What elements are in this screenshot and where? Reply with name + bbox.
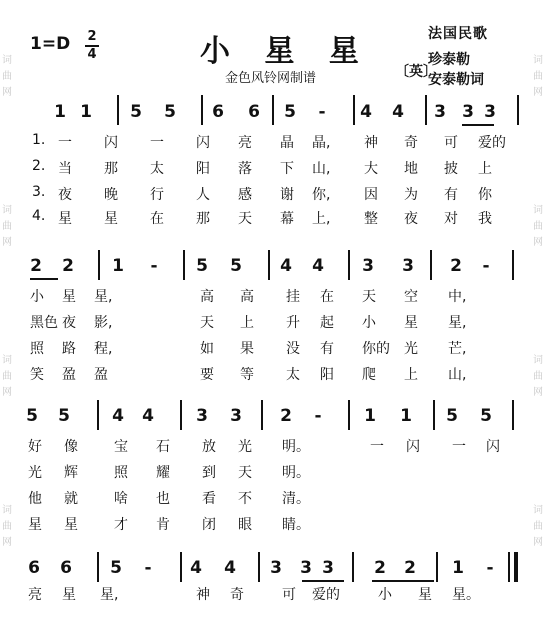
note: 4 bbox=[112, 406, 124, 426]
barline bbox=[517, 95, 519, 125]
lyric-syllable: 爱的 bbox=[312, 587, 340, 603]
lyricist-nationality: 〔英〕 bbox=[395, 64, 437, 80]
note: 1 bbox=[112, 256, 124, 276]
lyric-syllable: 石 bbox=[156, 439, 170, 455]
lyric-syllable: 晚 bbox=[104, 187, 118, 203]
note: 4 bbox=[360, 102, 372, 122]
watermark-char: 词 bbox=[2, 355, 12, 366]
watermark-char: 词 bbox=[533, 55, 543, 66]
lyric-syllable: 升 bbox=[286, 315, 300, 331]
key-signature: 1=D bbox=[30, 34, 71, 54]
lyric-syllable: 笑 bbox=[30, 367, 44, 383]
note: 5 bbox=[446, 406, 458, 426]
note: 5 bbox=[110, 558, 122, 578]
barline bbox=[512, 250, 514, 280]
beam-underline bbox=[30, 278, 58, 280]
barline bbox=[258, 552, 260, 582]
lyric-syllable: 天 bbox=[200, 315, 214, 331]
note: 4 bbox=[392, 102, 404, 122]
watermark-char: 网 bbox=[533, 237, 543, 248]
lyric-syllable: 一 bbox=[370, 439, 384, 455]
watermark-char: 网 bbox=[2, 237, 12, 248]
lyric-syllable: 有 bbox=[320, 341, 334, 357]
time-signature bbox=[85, 30, 99, 62]
note: - bbox=[486, 558, 494, 578]
note: 5 bbox=[480, 406, 492, 426]
lyric-syllable: 也 bbox=[156, 491, 170, 507]
lyric-syllable: 可 bbox=[282, 587, 296, 603]
lyric-syllable: 星 bbox=[62, 289, 76, 305]
watermark-char: 曲 bbox=[2, 71, 12, 82]
lyric-syllable: 感 bbox=[238, 187, 252, 203]
lyric-syllable: 人 bbox=[196, 187, 210, 203]
lyric-syllable: 星 bbox=[104, 211, 118, 227]
lyricist-line-1: 珍泰勒 bbox=[428, 52, 470, 68]
note: 4 bbox=[224, 558, 236, 578]
note: 2 bbox=[62, 256, 74, 276]
lyric-syllable: 影, bbox=[94, 315, 113, 331]
lyric-syllable: 到 bbox=[202, 465, 216, 481]
lyric-syllable: 谢 bbox=[280, 187, 294, 203]
lyric-syllable: 高 bbox=[240, 289, 254, 305]
barline bbox=[98, 250, 100, 280]
lyric-syllable: 夜 bbox=[404, 211, 418, 227]
lyric-syllable: 清。 bbox=[282, 491, 310, 507]
lyric-syllable: 落 bbox=[238, 161, 252, 177]
lyric-syllable: 夜 bbox=[62, 315, 76, 331]
lyric-syllable: 奇 bbox=[404, 135, 418, 151]
barline bbox=[512, 400, 514, 430]
note: 1 bbox=[400, 406, 412, 426]
barline bbox=[433, 400, 435, 430]
song-origin: 法国民歌 bbox=[428, 26, 488, 42]
note: 2 bbox=[30, 256, 42, 276]
lyric-syllable: 星, bbox=[448, 315, 467, 331]
note: 3 bbox=[322, 558, 334, 578]
lyric-syllable: 照 bbox=[30, 341, 44, 357]
note: 1 bbox=[452, 558, 464, 578]
note: 6 bbox=[28, 558, 40, 578]
lyric-syllable: 闭 bbox=[202, 517, 216, 533]
lyric-syllable: 星, bbox=[100, 587, 119, 603]
lyric-syllable: 路 bbox=[62, 341, 76, 357]
note: - bbox=[314, 406, 322, 426]
lyric-syllable: 你的 bbox=[362, 341, 390, 357]
lyric-syllable: 小 bbox=[362, 315, 376, 331]
note: 3 bbox=[196, 406, 208, 426]
note: 2 bbox=[280, 406, 292, 426]
watermark-char: 词 bbox=[533, 355, 543, 366]
lyric-syllable: 好 bbox=[28, 439, 42, 455]
lyric-syllable: 挂 bbox=[286, 289, 300, 305]
beam-underline bbox=[462, 124, 494, 126]
note: 2 bbox=[404, 558, 416, 578]
lyric-syllable: 上 bbox=[478, 161, 492, 177]
barline bbox=[97, 552, 99, 582]
lyric-syllable: 那 bbox=[196, 211, 210, 227]
lyric-syllable: 肯 bbox=[156, 517, 170, 533]
barline bbox=[272, 95, 274, 125]
final-barline-thin bbox=[508, 552, 510, 582]
note: 6 bbox=[212, 102, 224, 122]
lyric-syllable: 盈 bbox=[94, 367, 108, 383]
watermark-char: 网 bbox=[533, 537, 543, 548]
watermark-char: 网 bbox=[533, 87, 543, 98]
lyric-syllable: 天 bbox=[362, 289, 376, 305]
lyric-syllable: 太 bbox=[150, 161, 164, 177]
note: 1 bbox=[364, 406, 376, 426]
note: - bbox=[144, 558, 152, 578]
lyric-syllable: 闪 bbox=[104, 135, 118, 151]
final-barline-thick bbox=[514, 552, 518, 582]
watermark-char: 网 bbox=[2, 87, 12, 98]
time-signature-bottom: 4 bbox=[87, 47, 97, 62]
barline bbox=[348, 250, 350, 280]
lyric-syllable: 有 bbox=[444, 187, 458, 203]
barline bbox=[261, 400, 263, 430]
lyric-syllable: 他 bbox=[28, 491, 42, 507]
lyric-syllable: 山, bbox=[312, 161, 331, 177]
lyric-syllable: 在 bbox=[150, 211, 164, 227]
lyric-syllable: 闪 bbox=[486, 439, 500, 455]
lyric-syllable: 爬 bbox=[362, 367, 376, 383]
note: 3 bbox=[434, 102, 446, 122]
note: 3 bbox=[270, 558, 282, 578]
note: 4 bbox=[280, 256, 292, 276]
lyricist-credit bbox=[428, 50, 484, 90]
note: 4 bbox=[312, 256, 324, 276]
lyric-syllable: 爱的 bbox=[478, 135, 506, 151]
lyric-syllable: 闪 bbox=[406, 439, 420, 455]
lyric-syllable: 因 bbox=[364, 187, 378, 203]
note: 4 bbox=[190, 558, 202, 578]
lyric-syllable: 高 bbox=[200, 289, 214, 305]
barline bbox=[201, 95, 203, 125]
barline bbox=[430, 250, 432, 280]
note: 5 bbox=[58, 406, 70, 426]
lyric-syllable: 就 bbox=[64, 491, 78, 507]
lyric-syllable: 神 bbox=[364, 135, 378, 151]
note: 5 bbox=[26, 406, 38, 426]
lyric-syllable: 星。 bbox=[452, 587, 480, 603]
lyric-syllable: 光 bbox=[238, 439, 252, 455]
lyric-syllable: 大 bbox=[364, 161, 378, 177]
note: 6 bbox=[248, 102, 260, 122]
lyric-syllable: 星 bbox=[418, 587, 432, 603]
lyric-syllable: 奇 bbox=[230, 587, 244, 603]
note: 1 bbox=[54, 102, 66, 122]
lyric-syllable: 一 bbox=[150, 135, 164, 151]
barline bbox=[348, 400, 350, 430]
lyric-syllable: 夜 bbox=[58, 187, 72, 203]
lyric-syllable: 当 bbox=[58, 161, 72, 177]
lyric-syllable: 星 bbox=[404, 315, 418, 331]
beam-underline bbox=[372, 580, 434, 582]
time-signature-top: 2 bbox=[87, 29, 97, 44]
lyric-syllable: 在 bbox=[320, 289, 334, 305]
watermark-strip-left bbox=[0, 0, 18, 631]
lyric-syllable: 耀 bbox=[156, 465, 170, 481]
lyric-syllable: 晶, bbox=[312, 135, 331, 151]
lyric-syllable: 中, bbox=[448, 289, 467, 305]
lyric-syllable: 小 bbox=[30, 289, 44, 305]
note: 5 bbox=[130, 102, 142, 122]
lyric-syllable: 放 bbox=[202, 439, 216, 455]
note: 2 bbox=[374, 558, 386, 578]
note: 5 bbox=[284, 102, 296, 122]
watermark-strip-right bbox=[531, 0, 549, 631]
note: 1 bbox=[80, 102, 92, 122]
lyric-syllable: 幕 bbox=[280, 211, 294, 227]
lyric-syllable: 3. bbox=[32, 184, 46, 200]
lyric-syllable: 星 bbox=[62, 587, 76, 603]
lyric-syllable: 睛。 bbox=[282, 517, 310, 533]
lyric-syllable: 可 bbox=[444, 135, 458, 151]
lyric-syllable: 像 bbox=[64, 439, 78, 455]
note: 2 bbox=[450, 256, 462, 276]
lyric-syllable: 那 bbox=[104, 161, 118, 177]
lyric-syllable: 如 bbox=[200, 341, 214, 357]
lyric-syllable: 星 bbox=[28, 517, 42, 533]
lyric-syllable: 眼 bbox=[238, 517, 252, 533]
barline bbox=[353, 95, 355, 125]
lyric-syllable: 黑色 bbox=[30, 315, 58, 331]
note: 3 bbox=[484, 102, 496, 122]
lyric-syllable: 行 bbox=[150, 187, 164, 203]
barline bbox=[436, 552, 438, 582]
watermark-char: 曲 bbox=[2, 221, 12, 232]
lyric-syllable: 亮 bbox=[238, 135, 252, 151]
note: - bbox=[318, 102, 326, 122]
barline bbox=[180, 400, 182, 430]
watermark-char: 词 bbox=[2, 205, 12, 216]
watermark-char: 曲 bbox=[533, 71, 543, 82]
lyric-syllable: 天 bbox=[238, 211, 252, 227]
lyric-syllable: 不 bbox=[238, 491, 252, 507]
lyric-syllable: 程, bbox=[94, 341, 113, 357]
beam-underline bbox=[302, 580, 344, 582]
note: - bbox=[482, 256, 490, 276]
lyric-syllable: 芒, bbox=[448, 341, 467, 357]
lyric-syllable: 山, bbox=[448, 367, 467, 383]
lyric-syllable: 神 bbox=[196, 587, 210, 603]
lyric-syllable: 空 bbox=[404, 289, 418, 305]
lyric-syllable: 你, bbox=[312, 187, 331, 203]
lyric-syllable: 星 bbox=[64, 517, 78, 533]
watermark-char: 网 bbox=[2, 387, 12, 398]
lyric-syllable: 闪 bbox=[196, 135, 210, 151]
lyric-syllable: 上, bbox=[312, 211, 331, 227]
watermark-char: 曲 bbox=[2, 521, 12, 532]
watermark-char: 曲 bbox=[2, 371, 12, 382]
lyric-syllable: 星 bbox=[58, 211, 72, 227]
watermark-char: 曲 bbox=[533, 371, 543, 382]
lyric-syllable: 阳 bbox=[320, 367, 334, 383]
lyric-syllable: 上 bbox=[240, 315, 254, 331]
notator-credit: 金色风铃网制谱 bbox=[225, 71, 317, 86]
lyric-syllable: 才 bbox=[114, 517, 128, 533]
lyric-syllable: 晶 bbox=[280, 135, 294, 151]
lyric-syllable: 啥 bbox=[114, 491, 128, 507]
barline bbox=[268, 250, 270, 280]
lyric-syllable: 没 bbox=[286, 341, 300, 357]
note: 4 bbox=[142, 406, 154, 426]
watermark-char: 网 bbox=[533, 387, 543, 398]
lyric-syllable: 一 bbox=[58, 135, 72, 151]
lyric-syllable: 光 bbox=[28, 465, 42, 481]
song-title: 小 星 星 bbox=[200, 34, 371, 69]
lyric-syllable: 小 bbox=[378, 587, 392, 603]
lyric-syllable: 宝 bbox=[114, 439, 128, 455]
note: 6 bbox=[60, 558, 72, 578]
lyric-syllable: 明。 bbox=[282, 439, 310, 455]
note: - bbox=[150, 256, 158, 276]
barline bbox=[352, 552, 354, 582]
lyric-syllable: 上 bbox=[404, 367, 418, 383]
lyric-syllable: 照 bbox=[114, 465, 128, 481]
barline bbox=[425, 95, 427, 125]
note: 3 bbox=[362, 256, 374, 276]
note: 5 bbox=[196, 256, 208, 276]
lyric-syllable: 披 bbox=[444, 161, 458, 177]
lyric-syllable: 整 bbox=[364, 211, 378, 227]
watermark-char: 词 bbox=[2, 505, 12, 516]
watermark-char: 曲 bbox=[533, 221, 543, 232]
watermark-char: 词 bbox=[2, 55, 12, 66]
lyric-syllable: 你 bbox=[478, 187, 492, 203]
note: 3 bbox=[462, 102, 474, 122]
note: 5 bbox=[164, 102, 176, 122]
note: 3 bbox=[402, 256, 414, 276]
lyric-syllable: 下 bbox=[280, 161, 294, 177]
lyric-syllable: 光 bbox=[404, 341, 418, 357]
lyric-syllable: 辉 bbox=[64, 465, 78, 481]
lyric-syllable: 为 bbox=[404, 187, 418, 203]
barline bbox=[180, 552, 182, 582]
lyric-syllable: 一 bbox=[452, 439, 466, 455]
watermark-char: 网 bbox=[2, 537, 12, 548]
lyric-syllable: 太 bbox=[286, 367, 300, 383]
lyric-syllable: 1. bbox=[32, 132, 46, 148]
lyric-syllable: 天 bbox=[238, 465, 252, 481]
note: 3 bbox=[300, 558, 312, 578]
lyric-syllable: 对 bbox=[444, 211, 458, 227]
lyric-syllable: 果 bbox=[240, 341, 254, 357]
lyric-syllable: 星, bbox=[94, 289, 113, 305]
lyric-syllable: 4. bbox=[32, 208, 46, 224]
watermark-char: 曲 bbox=[533, 521, 543, 532]
barline bbox=[183, 250, 185, 280]
lyric-syllable: 等 bbox=[240, 367, 254, 383]
barline bbox=[97, 400, 99, 430]
watermark-char: 词 bbox=[533, 505, 543, 516]
watermark-char: 词 bbox=[533, 205, 543, 216]
lyric-syllable: 地 bbox=[404, 161, 418, 177]
lyric-syllable: 我 bbox=[478, 211, 492, 227]
lyric-syllable: 要 bbox=[200, 367, 214, 383]
note: 5 bbox=[230, 256, 242, 276]
lyricist-line-2: 安泰勒词 bbox=[428, 72, 484, 88]
lyric-syllable: 2. bbox=[32, 158, 46, 174]
note: 3 bbox=[230, 406, 242, 426]
lyric-syllable: 看 bbox=[202, 491, 216, 507]
lyric-syllable: 亮 bbox=[28, 587, 42, 603]
lyric-syllable: 起 bbox=[320, 315, 334, 331]
lyric-syllable: 盈 bbox=[62, 367, 76, 383]
barline bbox=[117, 95, 119, 125]
lyric-syllable: 明。 bbox=[282, 465, 310, 481]
lyric-syllable: 阳 bbox=[196, 161, 210, 177]
